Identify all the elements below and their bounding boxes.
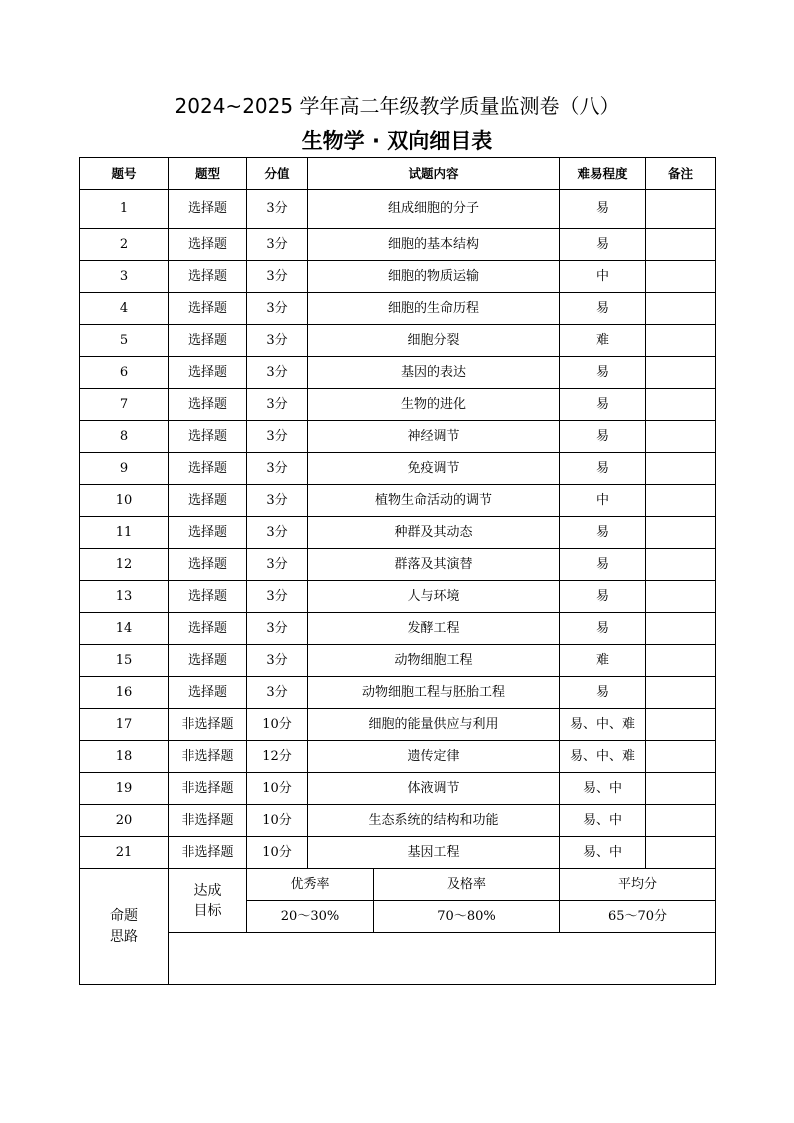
table-body — [80, 190, 716, 869]
content-cell: 生物的进化 — [308, 389, 560, 421]
difficulty-cell: 易 — [560, 229, 646, 261]
question-type-cell: 选择题 — [169, 421, 247, 453]
content-cell: 体液调节 — [308, 773, 560, 805]
document-title: 2024~2025 学年高二年级教学质量监测卷（八） — [174, 94, 620, 118]
table-row — [80, 549, 716, 581]
score-cell: 3分 — [247, 421, 308, 453]
header-row — [80, 158, 716, 190]
table-row — [80, 837, 716, 869]
question-number-cell: 8 — [80, 421, 169, 453]
excellent-rate-value: 20～30% — [247, 901, 374, 933]
question-type-cell: 选择题 — [169, 677, 247, 709]
question-number-cell: 1 — [80, 190, 169, 229]
question-number-cell: 11 — [80, 517, 169, 549]
remarks-cell — [646, 677, 716, 709]
difficulty-cell: 易、中 — [560, 837, 646, 869]
score-cell: 3分 — [247, 549, 308, 581]
question-number-cell: 9 — [80, 453, 169, 485]
difficulty-cell: 难 — [560, 325, 646, 357]
question-type-cell: 选择题 — [169, 549, 247, 581]
header-score: 分值 — [247, 158, 308, 190]
question-number-cell: 4 — [80, 293, 169, 325]
remarks-cell — [646, 485, 716, 517]
question-type-cell: 选择题 — [169, 357, 247, 389]
table-row — [80, 517, 716, 549]
difficulty-cell: 易、中、难 — [560, 709, 646, 741]
content-cell: 神经调节 — [308, 421, 560, 453]
score-cell: 10分 — [247, 773, 308, 805]
average-score-value: 65～70分 — [560, 901, 716, 933]
question-type-cell: 选择题 — [169, 645, 247, 677]
score-cell: 3分 — [247, 581, 308, 613]
difficulty-cell: 易 — [560, 357, 646, 389]
table-row — [80, 613, 716, 645]
difficulty-cell: 易 — [560, 613, 646, 645]
remarks-cell — [646, 389, 716, 421]
question-number-cell: 7 — [80, 389, 169, 421]
remarks-cell — [646, 517, 716, 549]
excellent-rate-label: 优秀率 — [247, 869, 374, 901]
table-row — [80, 421, 716, 453]
remarks-cell — [646, 293, 716, 325]
question-type-cell: 非选择题 — [169, 837, 247, 869]
table-row — [80, 325, 716, 357]
remarks-cell — [646, 709, 716, 741]
table-row — [80, 389, 716, 421]
difficulty-cell: 易 — [560, 421, 646, 453]
content-cell: 遗传定律 — [308, 741, 560, 773]
header-content: 试题内容 — [308, 158, 560, 190]
remarks-cell — [646, 261, 716, 293]
content-cell: 细胞的能量供应与利用 — [308, 709, 560, 741]
question-type-cell: 非选择题 — [169, 773, 247, 805]
score-cell: 10分 — [247, 709, 308, 741]
content-cell: 发酵工程 — [308, 613, 560, 645]
content-cell: 植物生命活动的调节 — [308, 485, 560, 517]
question-number-cell: 6 — [80, 357, 169, 389]
difficulty-cell: 易 — [560, 581, 646, 613]
remarks-cell — [646, 357, 716, 389]
table-row — [80, 677, 716, 709]
score-cell: 12分 — [247, 741, 308, 773]
design-label-cell — [80, 869, 169, 985]
specification-table — [79, 157, 716, 985]
difficulty-cell: 易 — [560, 517, 646, 549]
design-notes-row — [80, 933, 716, 985]
score-cell: 3分 — [247, 325, 308, 357]
question-number-cell: 17 — [80, 709, 169, 741]
remarks-cell — [646, 645, 716, 677]
remarks-cell — [646, 190, 716, 229]
content-cell: 免疫调节 — [308, 453, 560, 485]
question-type-cell: 选择题 — [169, 325, 247, 357]
header-number: 题号 — [80, 158, 169, 190]
table-row — [80, 190, 716, 229]
question-type-cell: 选择题 — [169, 581, 247, 613]
score-cell: 3分 — [247, 261, 308, 293]
remarks-cell — [646, 549, 716, 581]
question-number-cell: 3 — [80, 261, 169, 293]
average-score-label: 平均分 — [560, 869, 716, 901]
pass-rate-value: 70～80% — [374, 901, 560, 933]
content-cell: 细胞分裂 — [308, 325, 560, 357]
header-difficulty: 难易程度 — [560, 158, 646, 190]
remarks-cell — [646, 229, 716, 261]
table-row — [80, 645, 716, 677]
remarks-cell — [646, 773, 716, 805]
score-cell: 3分 — [247, 357, 308, 389]
content-cell: 生态系统的结构和功能 — [308, 805, 560, 837]
table-row — [80, 293, 716, 325]
question-number-cell: 2 — [80, 229, 169, 261]
pass-rate-label: 及格率 — [374, 869, 560, 901]
document-subtitle: 生物学 · 双向细目表 — [301, 129, 493, 153]
remarks-cell — [646, 453, 716, 485]
question-number-cell: 16 — [80, 677, 169, 709]
table-row — [80, 741, 716, 773]
question-number-cell: 20 — [80, 805, 169, 837]
table-row — [80, 485, 716, 517]
content-cell: 细胞的物质运输 — [308, 261, 560, 293]
score-cell: 3分 — [247, 485, 308, 517]
table-row — [80, 709, 716, 741]
score-cell: 3分 — [247, 190, 308, 229]
question-number-cell: 14 — [80, 613, 169, 645]
score-cell: 3分 — [247, 453, 308, 485]
difficulty-cell: 易 — [560, 453, 646, 485]
content-cell: 动物细胞工程与胚胎工程 — [308, 677, 560, 709]
header-type: 题型 — [169, 158, 247, 190]
question-type-cell: 选择题 — [169, 453, 247, 485]
content-cell: 基因工程 — [308, 837, 560, 869]
difficulty-cell: 易 — [560, 549, 646, 581]
score-cell: 3分 — [247, 293, 308, 325]
score-cell: 3分 — [247, 645, 308, 677]
goal-label: 达成目标 — [193, 882, 222, 919]
score-cell: 10分 — [247, 837, 308, 869]
content-cell: 人与环境 — [308, 581, 560, 613]
difficulty-cell: 中 — [560, 485, 646, 517]
content-cell: 种群及其动态 — [308, 517, 560, 549]
table-row — [80, 581, 716, 613]
question-type-cell: 选择题 — [169, 613, 247, 645]
question-type-cell: 非选择题 — [169, 709, 247, 741]
difficulty-cell: 中 — [560, 261, 646, 293]
difficulty-cell: 易、中 — [560, 773, 646, 805]
score-cell: 3分 — [247, 677, 308, 709]
goal-label-cell — [169, 869, 247, 933]
difficulty-cell: 易 — [560, 190, 646, 229]
question-number-cell: 19 — [80, 773, 169, 805]
difficulty-cell: 难 — [560, 645, 646, 677]
difficulty-cell: 易 — [560, 293, 646, 325]
score-cell: 3分 — [247, 517, 308, 549]
score-cell: 10分 — [247, 805, 308, 837]
question-number-cell: 18 — [80, 741, 169, 773]
table-row — [80, 773, 716, 805]
question-type-cell: 选择题 — [169, 261, 247, 293]
difficulty-cell: 易 — [560, 389, 646, 421]
table-row — [80, 357, 716, 389]
content-cell: 细胞的基本结构 — [308, 229, 560, 261]
content-cell: 细胞的生命历程 — [308, 293, 560, 325]
remarks-cell — [646, 613, 716, 645]
question-type-cell: 非选择题 — [169, 805, 247, 837]
difficulty-cell: 易 — [560, 677, 646, 709]
content-cell: 群落及其演替 — [308, 549, 560, 581]
remarks-cell — [646, 805, 716, 837]
difficulty-cell: 易、中、难 — [560, 741, 646, 773]
table-row — [80, 229, 716, 261]
score-cell: 3分 — [247, 229, 308, 261]
table-row — [80, 453, 716, 485]
question-type-cell: 选择题 — [169, 229, 247, 261]
question-type-cell: 选择题 — [169, 389, 247, 421]
score-cell: 3分 — [247, 613, 308, 645]
question-number-cell: 12 — [80, 549, 169, 581]
score-cell: 3分 — [247, 389, 308, 421]
question-type-cell: 选择题 — [169, 190, 247, 229]
remarks-cell — [646, 741, 716, 773]
question-type-cell: 选择题 — [169, 517, 247, 549]
design-label: 命题思路 — [110, 907, 138, 945]
remarks-cell — [646, 581, 716, 613]
question-number-cell: 13 — [80, 581, 169, 613]
question-number-cell: 5 — [80, 325, 169, 357]
question-type-cell: 非选择题 — [169, 741, 247, 773]
difficulty-cell: 易、中 — [560, 805, 646, 837]
goal-label-row — [80, 869, 716, 901]
question-number-cell: 15 — [80, 645, 169, 677]
table-row — [80, 261, 716, 293]
header-remarks: 备注 — [646, 158, 716, 190]
remarks-cell — [646, 325, 716, 357]
remarks-cell — [646, 837, 716, 869]
question-number-cell: 10 — [80, 485, 169, 517]
content-cell: 动物细胞工程 — [308, 645, 560, 677]
content-cell: 组成细胞的分子 — [308, 190, 560, 229]
question-number-cell: 21 — [80, 837, 169, 869]
table-row — [80, 805, 716, 837]
question-type-cell: 选择题 — [169, 485, 247, 517]
content-cell: 基因的表达 — [308, 357, 560, 389]
design-notes-cell — [169, 933, 716, 985]
remarks-cell — [646, 421, 716, 453]
question-type-cell: 选择题 — [169, 293, 247, 325]
